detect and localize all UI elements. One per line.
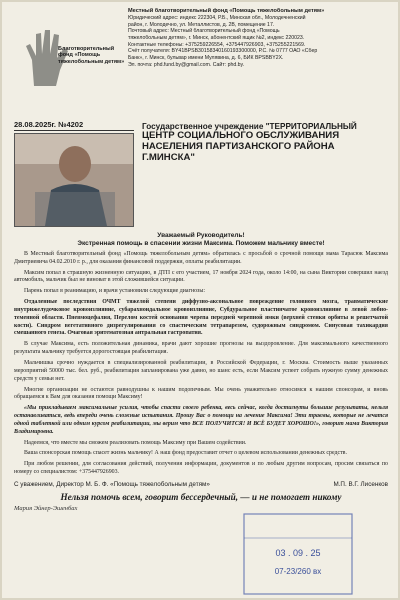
letterhead bbox=[14, 8, 388, 116]
logo-text: Благотворительный фонд «Помощь тяжелобольным детям» bbox=[58, 46, 125, 65]
patient-photo-image bbox=[15, 134, 133, 226]
signature-line bbox=[14, 481, 388, 488]
letter-sheet bbox=[2, 2, 398, 598]
addressee bbox=[142, 120, 388, 228]
paragraph: Надеемся, что вместе мы сможем реализовать помощь Максиму при Вашем содействии. bbox=[24, 439, 247, 446]
org-line: Банк», г. Минск, бульвар имени Мулявина, д. 6, БИК BPSBBY2X. bbox=[128, 55, 284, 62]
quote-author: Мария Эйнер-Эшенбах bbox=[14, 504, 78, 512]
photo-block bbox=[14, 120, 134, 228]
org-title: Местный благотворительный фонд «Помощь тяжелобольным детям» bbox=[128, 8, 325, 14]
appeal-heading: Экстренная помощь в спасении жизни Максима. Поможем мальчику вместе! bbox=[77, 240, 325, 248]
org-line: Счёт получателя: BY41BPSB30158340160193300000, Р.С. № 0777 ОАО «Сбер bbox=[128, 48, 318, 55]
document-number: 28.08.2025г. №4202 bbox=[14, 120, 134, 131]
paragraph: При любом решении, для согласования действий, получения информации, документов и по любым другим вопросам, просим связаться по номеру со специалистом: +375447926903. bbox=[14, 461, 388, 476]
paragraph: В Местный благотворительный фонд «Помощь тяжелобольным детям» обратилась с просьбой о срочной помощи мама Тарасюк Максима Дмитриевича 04.02.2010 г. р., для оказания финансовой поддержки, оплаты реабилитации. bbox=[14, 250, 388, 265]
addressee-line: НАСЕЛЕНИЯ ПАРТИЗАНСКОГО РАЙОНА bbox=[142, 140, 335, 152]
registration-stamp bbox=[238, 508, 358, 598]
slogan: Нельзя помочь всем, говорит бессердечный, — и не помогает никому bbox=[60, 491, 342, 502]
patient-photo bbox=[14, 133, 134, 227]
org-line: Контактные телефоны: +375259226554, +375447926903, +375255221569. bbox=[128, 41, 306, 48]
org-details bbox=[128, 8, 388, 116]
paragraph: В случае Максима, есть положительная динамика, врачи дают хорошие прогнозы на выздоровление. Для максимального качественного результата мальчику требуется дорогостоящая реабилитация. bbox=[14, 341, 388, 356]
stamp-date: 03 . 09 . 25 bbox=[275, 548, 321, 558]
addressee-block bbox=[14, 120, 388, 228]
mother-quote: «Мы прикладываем максимальные усилия, чтобы спасти своего ребенка, весь сейчас, когда достигнуты большие результаты, нельзя останавливаться, ведь впереди очень сложные испытания. Прошу Вас о помощи на лечение Максима! Эти травмы, которые не лечатся одной таблеткой или одним курсом реабилитации, мы верим что ВСЕ ПОЛУЧИТСЯ! И ВСЁ БУДЕТ ХОРОШО!», говорит мама Виктория Владимировна. bbox=[14, 405, 388, 435]
salutation bbox=[14, 232, 388, 249]
paragraph: Максим попал в страшную жизненную ситуацию, в ДТП с его участием, 17 ноября 2024 года, около 14:00, на сына Виктории совершил наезд автомобиль, мальчик был не виноват в этой сложившейся ситуации. bbox=[14, 269, 388, 284]
org-line: Юридический адрес: индекс 222304, Р.Б., Минская обл., Молодечненский bbox=[128, 15, 306, 22]
paragraph: Мальчишка срочно нуждается в специализированной реабилитации, в Российской Федерации, г. Москва. Стоимость выше указанных мероприятий 50000 тыс. бел. руб., реабилитация запланирована уже давно, но шанс есть, если Максим успеет собрать нужную сумму денежных средств у семьи нет. bbox=[14, 360, 388, 382]
addressee-line: Г.МИНСКА" bbox=[142, 151, 195, 163]
org-line: тяжелобольным детям», г. Минск, абонентский ящик №2, индекс 220023. bbox=[128, 35, 305, 42]
paragraph: Многие организации не остаются равнодушны к нашим подопечным. Мы очень уважительно относимся к нашим спонсорам, и вновь обращаемся к Вам для оказания помощи Максиму! bbox=[14, 386, 388, 401]
addressee-line: Государственное учреждение "ТЕРРИТОРИАЛЬНЫЙ bbox=[142, 122, 357, 131]
letter-body bbox=[14, 251, 388, 477]
paragraph: Парень попал в реанимацию, и врачи установили следующие диагнозы: bbox=[24, 288, 205, 295]
org-line: Эл. почта: phd.fund.by@gmail.com. Сайт: phd.by. bbox=[128, 61, 245, 68]
diagnosis: Отдаленные последствия ОЧМТ тяжелой степени диффузно-аксональное повреждение головного мозга, травматические внутрижелудочковое кровоизлияние, субарахноидальное кровоизлияние, Субдуральное пластинчатое кровоизлияние в левой лобно-теменной области. Пневмоцефалия, Перелом костей основания черепа передней черепной ямки (верхней стенки орбиты и решетчатой кости). Синдром вегетативного дизрегулирования со спастическим тетрапарезом, судорожным синдромом. Синусовая тахикардия смешанного генеза. Очаговая эритематозная антральная гастропатия. bbox=[14, 299, 388, 337]
stamp-number: 07-23/260 вх bbox=[274, 567, 322, 576]
addressee-line: ЦЕНТР СОЦИАЛЬНОГО ОБСЛУЖИВАНИЯ bbox=[142, 130, 340, 142]
greeting: Уважаемый Руководитель! bbox=[157, 232, 245, 239]
paragraph: Ваша спонсорская помощь спасет жизнь мальчику! А наш фонд предоставит отчет о целевом использовании денежных средств. bbox=[24, 450, 347, 457]
org-line: Почтовый адрес: Местный благотворительный фонд «Помощь bbox=[128, 28, 280, 35]
fund-logo bbox=[14, 8, 125, 116]
sign-right: М.П. В.Г. Лисенков bbox=[333, 480, 388, 488]
org-line: район, г. Молодечно, ул. Металлистов, д. 2В, помещение 17. bbox=[128, 21, 275, 28]
sign-left: С уважением, Директор М. Б. Ф. «Помощь тяжелобольным детям» bbox=[14, 480, 210, 488]
